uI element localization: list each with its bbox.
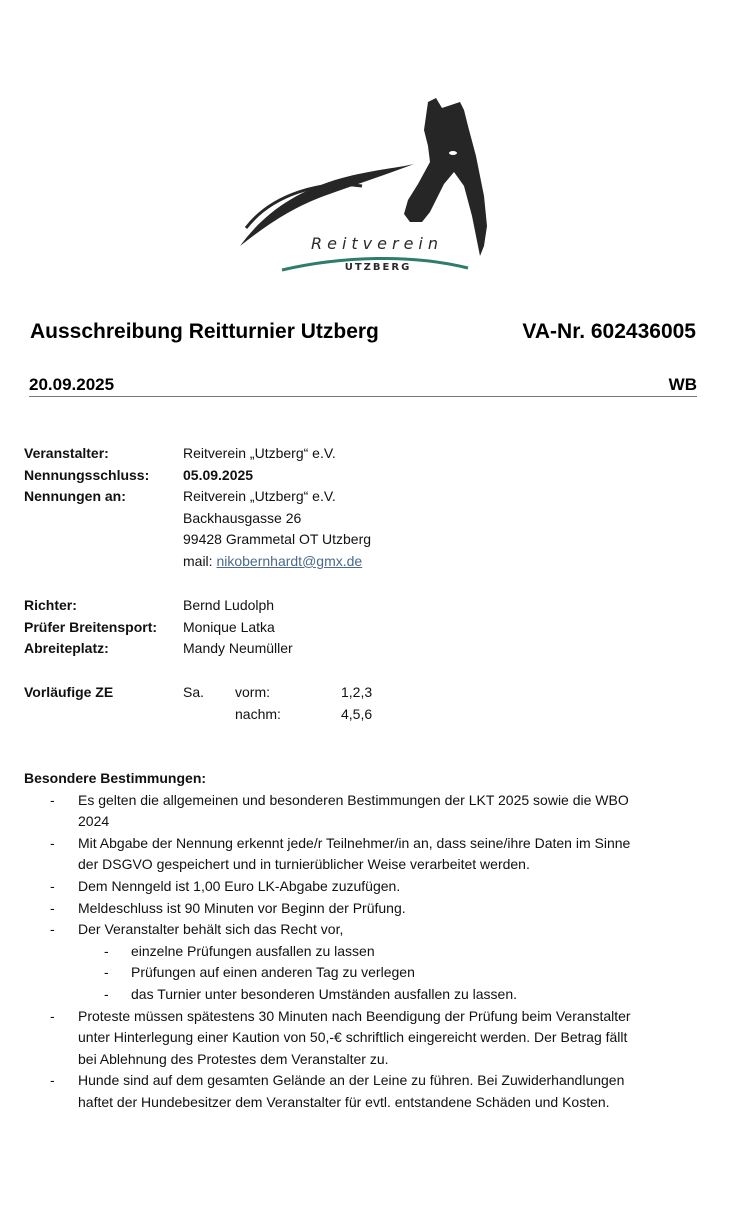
- horse-head-shape: [404, 98, 487, 256]
- value-nennungsschluss: 05.09.2025: [183, 466, 254, 483]
- schedule-values-1: 1,2,3: [341, 684, 373, 700]
- schedule-day: Sa.: [183, 684, 205, 700]
- label-nennungen: Nennungen an:: [24, 488, 126, 505]
- sub-list-item: - einzelne Prüfungen ausfallen zu lassen: [104, 942, 375, 959]
- row-nennungsschluss: [24, 465, 371, 487]
- horse-eye: [449, 151, 457, 155]
- officials-info: [24, 595, 293, 660]
- list-item: - Dem Nenngeld ist 1,00 Euro LK-Abgabe zuzufügen.: [50, 877, 401, 894]
- logo-place-name: UTZBERG: [344, 262, 412, 273]
- address-line-3: 99428 Grammetal OT Utzberg: [183, 531, 372, 548]
- mail-link[interactable]: nikobernhardt@gmx.de: [216, 552, 363, 569]
- row-richter: [24, 595, 293, 617]
- sub-list-item: - das Turnier unter besonderen Umständen ausfallen zu lassen.: [104, 985, 518, 1002]
- list-item: - Proteste müssen spätestens 30 Minuten nach Beendigung der Prüfung beim Veranstalter unter Hinterlegung einer Kaution von 50,-€ schriftlich eingereicht werden. Der Betrag fällt bei Ablehnung des Protestes dem Veranstalter zu.: [50, 1007, 631, 1067]
- list-item: - Es gelten die allgemeinen und besonderen Bestimmungen der LKT 2025 sowie die WBO 2024: [50, 791, 629, 830]
- address-line-1: Reitverein „Utzberg“ e.V.: [183, 488, 336, 505]
- list-item: - Meldeschluss ist 90 Minuten vor Beginn der Prüfung.: [50, 899, 406, 916]
- schedule-time-2: nachm:: [235, 706, 281, 722]
- row-pruefer: [24, 617, 293, 639]
- schedule-time-1: vorm:: [235, 684, 270, 700]
- value-pruefer: Monique Latka: [183, 618, 275, 635]
- address-line-2: Backhausgasse 26: [183, 509, 302, 526]
- va-number: VA-Nr. 602436005: [522, 320, 696, 343]
- value-abreiteplatz: Mandy Neumüller: [183, 640, 293, 657]
- event-code: WB: [668, 375, 697, 394]
- club-logo: [232, 96, 492, 280]
- logo-club-name: Reitverein: [311, 234, 443, 253]
- mail-line: [24, 551, 371, 573]
- label-pruefer: Prüfer Breitensport:: [24, 618, 158, 635]
- label-veranstalter: Veranstalter:: [24, 445, 109, 461]
- value-richter: Bernd Ludolph: [183, 597, 275, 613]
- value-veranstalter: Reitverein „Utzberg“ e.V.: [183, 445, 336, 461]
- row-veranstalter: [24, 443, 371, 465]
- schedule-values-2: 4,5,6: [341, 706, 373, 722]
- page-title: Ausschreibung Reitturnier Utzberg: [30, 320, 379, 343]
- row-nennungen: [24, 486, 371, 508]
- title-row: [30, 320, 696, 344]
- special-regulations: [24, 768, 714, 1114]
- list-item: - Mit Abgabe der Nennung erkennt jede/r Teilnehmer/in an, dass seine/ihre Daten im Sinne der DSGVO gespeichert und in turnierüblicher Weise verarbeitet werden.: [50, 834, 631, 873]
- sub-list-item: - Prüfungen auf einen anderen Tag zu verlegen: [104, 964, 415, 981]
- regulations-list: [24, 790, 714, 1114]
- row-abreiteplatz: [24, 638, 293, 660]
- list-item: - Hunde sind auf dem gesamten Gelände an der Leine zu führen. Bei Zuwiderhandlungen haftet der Hundebesitzer dem Veranstalter für evtl. entstandene Schäden und Kosten.: [50, 1072, 625, 1110]
- organizer-info: [24, 443, 371, 573]
- label-richter: Richter:: [24, 597, 77, 613]
- event-date: 20.09.2025: [29, 375, 115, 394]
- list-item: - Der Veranstalter behält sich das Recht vor,: [50, 921, 344, 938]
- regulations-heading: Besondere Bestimmungen:: [24, 770, 207, 786]
- label-nennungsschluss: Nennungsschluss:: [24, 466, 150, 483]
- date-row: [29, 375, 697, 397]
- label-abreiteplatz: Abreiteplatz:: [24, 640, 109, 657]
- schedule-label: Vorläufige ZE: [24, 684, 114, 700]
- mail-prefix: mail:: [183, 552, 217, 569]
